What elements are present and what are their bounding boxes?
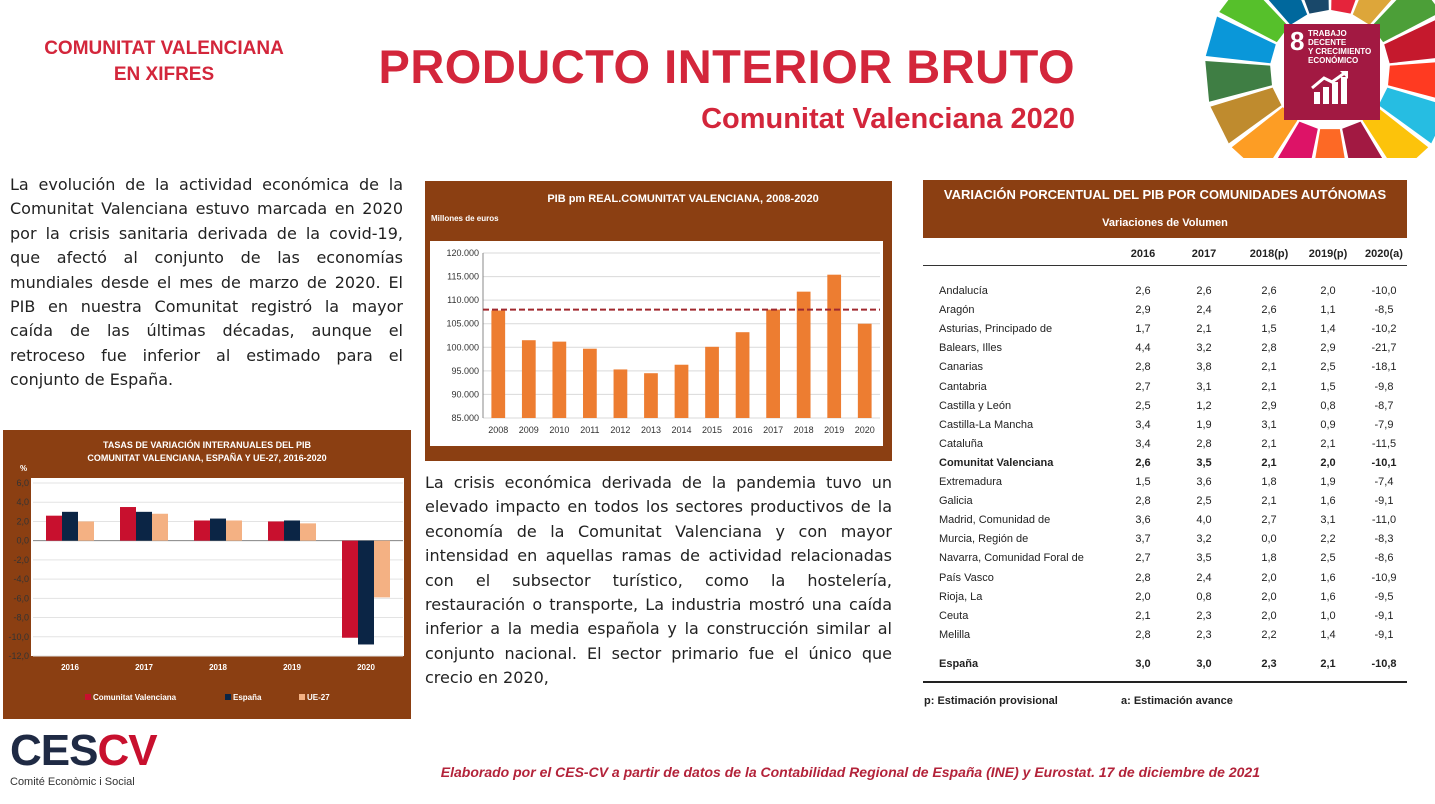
legend-label: Comunitat Valenciana	[93, 693, 177, 702]
row-region: Extremadura	[939, 476, 1002, 488]
intro-paragraph: La evolución de la actividad económica de la Comunitat Valenciana estuvo marcada en 2020 por la crisis sanitaria derivada de la covid-19, que afectó al conjunto de las economías mundiales desde el mes de marzo de 2020. El PIB en nuestra Comunitat registró la mayor caída de las últimas décadas, aunque el retroceso fue inferior al estimado para el conjunto de España.	[10, 175, 403, 390]
table-row	[923, 627, 1407, 646]
row-value: 1,8	[1261, 552, 1277, 565]
row-value: -7,4	[1374, 476, 1394, 488]
bar	[522, 340, 536, 418]
row-value: 2,9	[1320, 342, 1336, 355]
logo-caption: Comité Econòmic i Social	[10, 776, 135, 788]
col-header: 2018(p)	[1249, 248, 1289, 260]
page-title: PRODUCTO INTERIOR BRUTO	[378, 40, 1075, 93]
bar	[46, 516, 62, 541]
row-value: 2,3	[1261, 657, 1277, 670]
bar	[858, 324, 872, 418]
row-value: 2,0	[1320, 456, 1336, 469]
col-header: 2019(p)	[1308, 248, 1348, 260]
brand-block	[14, 36, 314, 88]
row-region: Rioja, La	[939, 590, 983, 603]
row-value: -21,7	[1371, 342, 1397, 355]
table-row	[923, 398, 1407, 417]
row-region: Navarra, Comunidad Foral de	[939, 552, 1084, 565]
y-tick-label: 115.000	[447, 271, 479, 282]
legend-label: España	[233, 693, 262, 702]
bar	[705, 347, 719, 418]
y-axis-label: Millones de euros	[431, 214, 499, 223]
x-tick-label: 2020	[854, 425, 875, 435]
row-value: 2,6	[1135, 456, 1151, 469]
bar	[766, 310, 780, 418]
y-tick-label: -2,0	[13, 554, 29, 565]
row-value: 1,1	[1320, 304, 1336, 317]
row-value: 3,2	[1196, 342, 1212, 355]
x-tick-label: 2019	[824, 425, 845, 435]
row-value: 1,9	[1320, 476, 1336, 488]
row-region: Canarias	[939, 361, 984, 374]
row-value: 4,4	[1135, 342, 1151, 355]
bar	[268, 521, 284, 540]
row-region: Aragón	[939, 304, 975, 317]
table-title: VARIACIÓN PORCENTUAL DEL PIB POR COMUNIDADES AUTÓNOMAS	[943, 187, 1387, 202]
bar	[210, 519, 226, 541]
row-value: 0,8	[1196, 590, 1212, 603]
row-value: 2,9	[1135, 304, 1151, 317]
y-tick-label: 2,0	[16, 516, 29, 527]
chart-subtitle: COMUNITAT VALENCIANA, ESPAÑA Y UE-27, 2016-2020	[87, 453, 327, 463]
row-value: 3,1	[1320, 514, 1336, 527]
y-tick-label: -4,0	[13, 574, 29, 585]
bar	[152, 514, 168, 541]
col-header: 2020(a)	[1365, 248, 1403, 260]
table-row	[923, 455, 1407, 474]
bar	[644, 373, 658, 418]
bar	[342, 541, 358, 638]
row-value: 2,8	[1135, 361, 1151, 374]
bar	[675, 365, 689, 418]
sdg-number: 8	[1290, 26, 1305, 56]
bar	[583, 349, 597, 418]
row-value: 3,7	[1135, 533, 1151, 546]
row-value: 1,5	[1320, 380, 1336, 393]
row-value: 2,1	[1320, 657, 1336, 670]
crisis-paragraph: La crisis económica derivada de la pandemia tuvo un elevado impacto en todos los sectores productivos de la economía de la Comunitat Valenciana y con mayor intensidad en aquellas ramas de actividad relacionadas con el subsector turístico, como la hostelería, restauración o transporte, La industria mostró una caída inferior a la media española y la construcción similar al conjunto nacional. El sector primario fue el único que crecio en 2020,	[425, 473, 892, 688]
row-value: -10,1	[1371, 456, 1397, 469]
note-provisional: p: Estimación provisional	[924, 695, 1058, 707]
row-value: -9,5	[1374, 590, 1394, 603]
row-value: -18,1	[1371, 361, 1397, 374]
row-value: 2,8	[1135, 495, 1151, 508]
row-value: 2,3	[1196, 609, 1212, 622]
row-value: 1,6	[1320, 590, 1336, 603]
row-value: -8,7	[1374, 399, 1394, 412]
row-value: 1,9	[1196, 418, 1212, 431]
row-value: -9,8	[1374, 380, 1394, 393]
col-header: 2017	[1191, 248, 1217, 260]
y-tick-label: 6,0	[16, 478, 29, 488]
row-value: -10,8	[1371, 657, 1397, 670]
row-value: 1,7	[1135, 323, 1151, 336]
bar	[136, 512, 152, 541]
bar	[120, 507, 136, 541]
x-tick-label: 2016	[732, 425, 753, 435]
row-region: Ceuta	[939, 609, 969, 622]
row-value: 2,1	[1261, 361, 1277, 374]
row-value: -7,9	[1374, 418, 1394, 431]
x-tick-label: 2015	[702, 425, 723, 435]
bar	[78, 521, 94, 540]
row-value: 2,1	[1261, 380, 1277, 393]
table-row	[923, 531, 1407, 550]
y-tick-label: 85.000	[451, 413, 479, 423]
row-value: 1,4	[1320, 323, 1336, 336]
row-region: Balears, Illes	[939, 342, 1002, 355]
row-value: 0,8	[1320, 399, 1336, 412]
sdg-label: TRABAJO DECENTE Y CRECIMIENTO ECONÓMICO	[1308, 29, 1372, 65]
legend-swatch	[225, 694, 231, 700]
row-value: 1,2	[1196, 399, 1212, 412]
table-header	[923, 180, 1407, 238]
row-region: Andalucía	[939, 285, 988, 297]
y-tick-label: -12,0	[8, 651, 29, 661]
row-value: -10,9	[1371, 571, 1397, 584]
row-value: -9,1	[1374, 495, 1394, 508]
chart-title: PIB pm REAL.COMUNITAT VALENCIANA, 2008-2020	[547, 193, 819, 205]
row-value: 1,5	[1261, 323, 1277, 336]
row-value: 2,7	[1135, 380, 1151, 393]
table-row	[923, 436, 1407, 455]
bar	[358, 541, 374, 645]
row-value: 0,9	[1320, 418, 1336, 431]
table-row	[923, 589, 1407, 608]
y-tick-label: 105.000	[446, 318, 479, 329]
table-row	[923, 321, 1407, 340]
y-tick-label: 95.000	[451, 365, 479, 376]
x-tick-label: 2008	[488, 425, 509, 435]
row-value: 3,1	[1196, 380, 1212, 393]
table-row	[923, 417, 1407, 436]
row-value: -9,1	[1374, 609, 1394, 622]
table-row	[923, 474, 1407, 493]
row-region: Murcia, Región de	[939, 533, 1029, 546]
row-region: Madrid, Comunidad de	[939, 514, 1051, 527]
bar	[194, 520, 210, 540]
row-value: 2,5	[1320, 361, 1336, 374]
regional-table	[923, 180, 1407, 280]
row-value: 2,3	[1196, 628, 1212, 641]
x-tick-label: 2012	[610, 425, 631, 435]
row-value: 2,6	[1261, 304, 1277, 317]
y-axis-label: %	[20, 464, 28, 473]
table-row	[923, 283, 1407, 302]
row-value: 1,5	[1135, 476, 1151, 488]
table-row	[923, 512, 1407, 531]
x-tick-label: 2018	[209, 663, 227, 672]
bar	[284, 520, 300, 540]
row-value: 2,6	[1135, 285, 1151, 297]
row-value: 2,2	[1320, 533, 1336, 546]
row-value: 2,4	[1196, 571, 1212, 584]
y-tick-label: -8,0	[13, 612, 29, 623]
row-region: País Vasco	[939, 571, 994, 584]
legend-swatch	[85, 694, 91, 700]
growth-rates-chart-svg	[3, 430, 411, 719]
table-row	[923, 359, 1407, 378]
row-value: 2,5	[1320, 552, 1336, 565]
row-value: 2,1	[1261, 495, 1277, 508]
x-tick-label: 2011	[580, 425, 600, 435]
row-value: -8,6	[1374, 552, 1394, 565]
row-value: 2,2	[1261, 628, 1277, 641]
x-tick-label: 2009	[518, 425, 539, 435]
x-tick-label: 2017	[135, 663, 153, 672]
cescv-logo	[10, 728, 160, 798]
table-row	[923, 570, 1407, 589]
growth-chart-icon	[1310, 70, 1350, 106]
y-tick-label: 120.000	[446, 248, 479, 258]
x-tick-label: 2010	[549, 425, 570, 435]
row-value: 2,7	[1135, 552, 1151, 565]
row-value: 2,1	[1261, 437, 1277, 450]
row-value: -11,0	[1371, 514, 1397, 527]
pib-real-chart-svg	[425, 181, 892, 461]
row-region: Castilla-La Mancha	[939, 418, 1034, 431]
row-value: 2,6	[1261, 285, 1277, 297]
x-tick-label: 2014	[671, 425, 692, 435]
bar	[797, 292, 811, 418]
bar	[300, 523, 316, 540]
row-value: -9,1	[1374, 628, 1394, 641]
row-region: Cataluña	[939, 437, 984, 450]
table-row	[923, 379, 1407, 398]
x-tick-label: 2016	[61, 663, 79, 672]
row-value: 2,8	[1196, 437, 1212, 450]
row-value: 2,0	[1261, 590, 1277, 603]
row-value: 3,1	[1261, 418, 1277, 431]
row-region: Cantabria	[939, 380, 987, 393]
x-tick-label: 2020	[357, 663, 375, 672]
row-value: 3,5	[1196, 456, 1212, 469]
bar	[552, 342, 566, 418]
row-value: 3,6	[1196, 476, 1212, 488]
row-region: Asturias, Principado de	[939, 323, 1053, 336]
row-region: Castilla y León	[939, 399, 1012, 412]
bar	[62, 512, 78, 541]
logo-text: CESCV	[10, 726, 157, 775]
table-row	[923, 340, 1407, 359]
row-region: Melilla	[939, 628, 971, 641]
row-value: 3,4	[1135, 437, 1151, 450]
table-row	[923, 608, 1407, 627]
table-row	[923, 656, 1407, 675]
bar	[736, 332, 750, 418]
row-value: 1,8	[1261, 476, 1277, 488]
footer-source: Elaborado por el CES-CV a partir de datos de la Contabilidad Regional de España (INE) y Eurostat. 17 de diciembre de 2021	[440, 764, 1260, 780]
y-tick-label: 100.000	[446, 342, 479, 353]
page-subtitle: Comunitat Valenciana 2020	[701, 103, 1075, 135]
row-value: -8,3	[1374, 533, 1394, 546]
brand-line-2: EN XIFRES	[113, 64, 215, 85]
x-tick-label: 2018	[793, 425, 814, 435]
legend-label: UE-27	[307, 693, 330, 702]
growth-rates-chart	[3, 430, 411, 719]
row-value: 2,8	[1135, 628, 1151, 641]
row-value: 2,1	[1135, 609, 1151, 622]
note-avance: a: Estimación avance	[1121, 695, 1233, 707]
row-value: 3,2	[1196, 533, 1212, 546]
row-value: 2,7	[1261, 514, 1277, 527]
row-value: 0,0	[1261, 533, 1277, 546]
row-value: -8,5	[1374, 304, 1394, 317]
pib-real-chart	[425, 181, 892, 461]
bar	[226, 520, 242, 540]
y-tick-label: -6,0	[13, 593, 29, 604]
chart-title: TASAS DE VARIACIÓN INTERANUALES DEL PIB	[102, 440, 312, 450]
bar	[614, 369, 628, 418]
bar	[374, 541, 390, 598]
row-value: 2,0	[1261, 609, 1277, 622]
row-value: 3,5	[1196, 552, 1212, 565]
row-region: Comunitat Valenciana	[939, 456, 1054, 469]
x-tick-label: 2013	[640, 425, 661, 435]
row-value: 1,6	[1320, 571, 1336, 584]
row-value: 2,8	[1261, 342, 1277, 355]
row-value: 2,1	[1261, 456, 1277, 469]
row-value: -11,5	[1371, 437, 1397, 450]
row-value: 3,0	[1135, 657, 1151, 670]
row-region: España	[939, 657, 979, 670]
table-row	[923, 493, 1407, 512]
table-row	[923, 302, 1407, 321]
row-value: 2,5	[1196, 495, 1212, 508]
table-row	[923, 550, 1407, 569]
row-value: 3,6	[1135, 514, 1151, 527]
bar	[827, 275, 841, 418]
row-value: -10,2	[1371, 323, 1397, 336]
row-value: 2,4	[1196, 304, 1212, 317]
y-tick-label: 90.000	[451, 389, 479, 400]
row-value: 2,6	[1196, 285, 1212, 297]
row-value: -10,0	[1371, 285, 1397, 297]
row-value: 2,0	[1320, 285, 1336, 297]
row-value: 3,8	[1196, 361, 1212, 374]
y-tick-label: 4,0	[16, 497, 29, 508]
row-value: 3,0	[1196, 657, 1212, 670]
row-value: 2,0	[1135, 590, 1151, 603]
row-value: 4,0	[1196, 514, 1212, 527]
row-value: 2,5	[1135, 399, 1151, 412]
row-value: 1,0	[1320, 609, 1336, 622]
brand-line-1: COMUNITAT VALENCIANA	[44, 38, 284, 59]
sdg-8-badge	[1284, 24, 1380, 120]
row-value: 1,6	[1320, 495, 1336, 508]
x-tick-label: 2017	[763, 425, 784, 435]
bar	[491, 311, 505, 418]
table-bottom-rule	[923, 681, 1407, 683]
row-value: 2,1	[1196, 323, 1212, 336]
y-tick-label: 110.000	[447, 295, 479, 306]
row-value: 2,9	[1261, 399, 1277, 412]
row-value: 2,0	[1261, 571, 1277, 584]
row-region: Galicia	[939, 495, 973, 508]
legend-swatch	[299, 694, 305, 700]
row-value: 2,1	[1320, 437, 1336, 450]
table-column-headers	[923, 238, 1407, 266]
y-tick-label: 0,0	[16, 535, 29, 546]
x-tick-label: 2019	[283, 663, 301, 672]
row-value: 3,4	[1135, 418, 1151, 431]
row-value: 2,8	[1135, 571, 1151, 584]
y-tick-label: -10,0	[8, 631, 29, 642]
row-value: 1,4	[1320, 628, 1336, 641]
col-header: 2016	[1130, 248, 1156, 260]
table-subtitle: Variaciones de Volumen	[1102, 217, 1228, 229]
